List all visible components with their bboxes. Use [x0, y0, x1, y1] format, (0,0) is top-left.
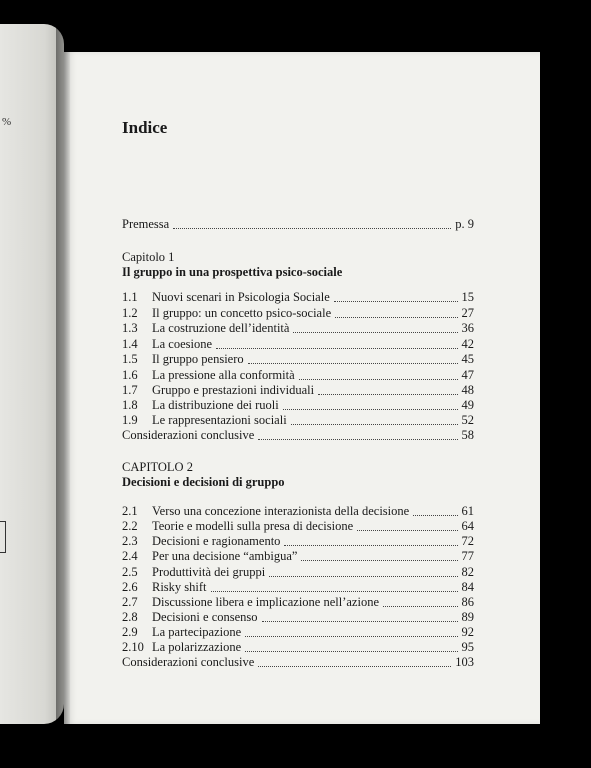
toc-entry[interactable]: [122, 564, 474, 580]
toc-entry-number: 2.2: [122, 519, 138, 533]
chapter-2-subtitle: Decisioni e decisioni di gruppo: [122, 475, 285, 489]
toc-entry-number: 1.9: [122, 413, 138, 427]
toc-entry-number: 2.7: [122, 595, 138, 609]
toc-entry-text: Produttività dei gruppi: [152, 565, 266, 579]
toc-entry[interactable]: [122, 503, 474, 519]
toc-entry[interactable]: [122, 518, 474, 534]
toc-entry-text: La distribuzione dei ruoli: [152, 398, 279, 412]
toc-entry-number: 2.3: [122, 534, 138, 548]
toc-entry-number: 2.6: [122, 580, 138, 594]
leader-dots: [383, 606, 458, 607]
toc-entry-number: 2.5: [122, 565, 138, 579]
toc-entry-page: 95: [461, 640, 474, 654]
toc-entry-page: 27: [461, 306, 474, 320]
toc-entry-number: 2.10: [122, 640, 144, 654]
toc-entry-premessa[interactable]: [122, 216, 474, 232]
leader-dots: [248, 363, 458, 364]
leader-dots: [245, 651, 457, 652]
leader-dots: [283, 409, 458, 410]
toc-entry-text: Il gruppo: un concetto psico-sociale: [152, 306, 332, 320]
toc-entry-page: 45: [461, 352, 474, 366]
toc-entry[interactable]: [122, 397, 474, 413]
toc-entry[interactable]: [122, 367, 474, 383]
leader-dots: [173, 228, 451, 229]
toc-entry-page: 58: [461, 428, 474, 442]
leader-dots: [335, 317, 457, 318]
toc-entry-text: Per una decisione “ambigua”: [152, 549, 298, 563]
toc-entry[interactable]: [122, 579, 474, 595]
toc-entry-page: 49: [461, 398, 474, 412]
toc-entry-page: 72: [461, 534, 474, 548]
toc-entry-conclusion[interactable]: [122, 654, 474, 670]
toc-entry-text: Verso una concezione interazionista della decisione: [152, 504, 410, 518]
leader-dots: [211, 591, 458, 592]
leader-dots: [334, 301, 458, 302]
toc-entry-text: La pressione alla conformità: [152, 368, 295, 382]
toc-entry-number: 2.8: [122, 610, 138, 624]
toc-entry-number: 1.4: [122, 337, 138, 351]
toc-entry-number: 1.6: [122, 368, 138, 382]
toc-entry[interactable]: [122, 336, 474, 352]
toc-entry-page: 36: [461, 321, 474, 335]
toc-entry-text: Il gruppo pensiero: [152, 352, 244, 366]
toc-entry-number: 1.2: [122, 306, 138, 320]
toc-entry[interactable]: [122, 533, 474, 549]
toc-entry-text: Considerazioni conclusive: [122, 655, 255, 669]
chapter-1-subtitle: Il gruppo in una prospettiva psico-sociale: [122, 265, 343, 279]
toc-entry-text: Premessa: [122, 217, 170, 231]
toc-entry[interactable]: [122, 320, 474, 336]
index-page: [64, 52, 540, 724]
toc-entry-page: 48: [461, 383, 474, 397]
leader-dots: [262, 621, 458, 622]
toc-entry-page: 15: [461, 290, 474, 304]
toc-entry-page: 86: [461, 595, 474, 609]
toc-entry-page: 42: [461, 337, 474, 351]
toc-entry-number: 1.7: [122, 383, 138, 397]
toc-entry-page: 82: [461, 565, 474, 579]
toc-entry-text: Nuovi scenari in Psicologia Sociale: [152, 290, 330, 304]
toc-entry-text: Discussione libera e implicazione nell’azione: [152, 595, 379, 609]
toc-entry[interactable]: [122, 305, 474, 321]
toc-entry-page: 84: [461, 580, 474, 594]
toc-entry-page: 47: [461, 368, 474, 382]
toc-entry-page: 92: [461, 625, 474, 639]
leader-dots: [216, 348, 457, 349]
leader-dots: [318, 394, 457, 395]
leader-dots: [284, 545, 457, 546]
toc-entry-text: La costruzione dell’identità: [152, 321, 290, 335]
toc-entry-page: 52: [461, 413, 474, 427]
toc-entry-number: 1.1: [122, 290, 138, 304]
toc-entry[interactable]: [122, 624, 474, 640]
leader-dots: [258, 666, 451, 667]
leader-dots: [413, 515, 457, 516]
toc-entry-text: La polarizzazione: [152, 640, 242, 654]
toc-entry-text: Gruppo e prestazioni individuali: [152, 383, 315, 397]
chapter-1-label: Capitolo 1: [122, 250, 175, 264]
toc-entry-number: 1.3: [122, 321, 138, 335]
chapter-2-label: CAPITOLO 2: [122, 460, 193, 474]
toc-entry-page: 61: [461, 504, 474, 518]
toc-entry-page: 64: [461, 519, 474, 533]
left-page-edge: [0, 24, 64, 724]
leader-dots: [301, 560, 457, 561]
leader-dots: [293, 332, 457, 333]
left-page-mark: %: [2, 116, 12, 128]
leader-dots: [357, 530, 457, 531]
toc-entry-text: Decisioni e ragionamento: [152, 534, 281, 548]
toc-entry-number: 2.1: [122, 504, 138, 518]
toc-entry-number: 1.5: [122, 352, 138, 366]
leader-dots: [299, 379, 458, 380]
toc-entry-page: p. 9: [455, 217, 474, 231]
toc-entry-number: 2.4: [122, 549, 138, 563]
leader-dots: [258, 439, 457, 440]
book-gutter-shadow: [56, 28, 70, 728]
leader-dots: [245, 636, 457, 637]
toc-entry-page: 89: [461, 610, 474, 624]
toc-entry-text: Teorie e modelli sulla presa di decisione: [152, 519, 354, 533]
toc-entry[interactable]: [122, 548, 474, 564]
leader-dots: [269, 576, 457, 577]
left-page-box: [0, 521, 6, 553]
toc-entry[interactable]: [122, 351, 474, 367]
toc-entry-text: La coesione: [152, 337, 213, 351]
toc-entry-number: 2.9: [122, 625, 138, 639]
toc-entry-page: 103: [455, 655, 474, 669]
leader-dots: [291, 424, 458, 425]
toc-entry-page: 77: [461, 549, 474, 563]
toc-entry[interactable]: [122, 382, 474, 398]
toc-entry[interactable]: [122, 609, 474, 625]
page-title: Indice: [122, 118, 168, 137]
toc-entry-text: Considerazioni conclusive: [122, 428, 255, 442]
toc-entry[interactable]: [122, 289, 474, 305]
toc-entry-conclusion[interactable]: [122, 427, 474, 443]
toc-entry[interactable]: [122, 412, 474, 428]
toc-entry[interactable]: [122, 639, 474, 655]
toc-entry-text: Risky shift: [152, 580, 207, 594]
toc-entry-text: Decisioni e consenso: [152, 610, 258, 624]
toc-entry-text: Le rappresentazioni sociali: [152, 413, 287, 427]
toc-entry[interactable]: [122, 594, 474, 610]
toc-entry-number: 1.8: [122, 398, 138, 412]
toc-entry-text: La partecipazione: [152, 625, 242, 639]
